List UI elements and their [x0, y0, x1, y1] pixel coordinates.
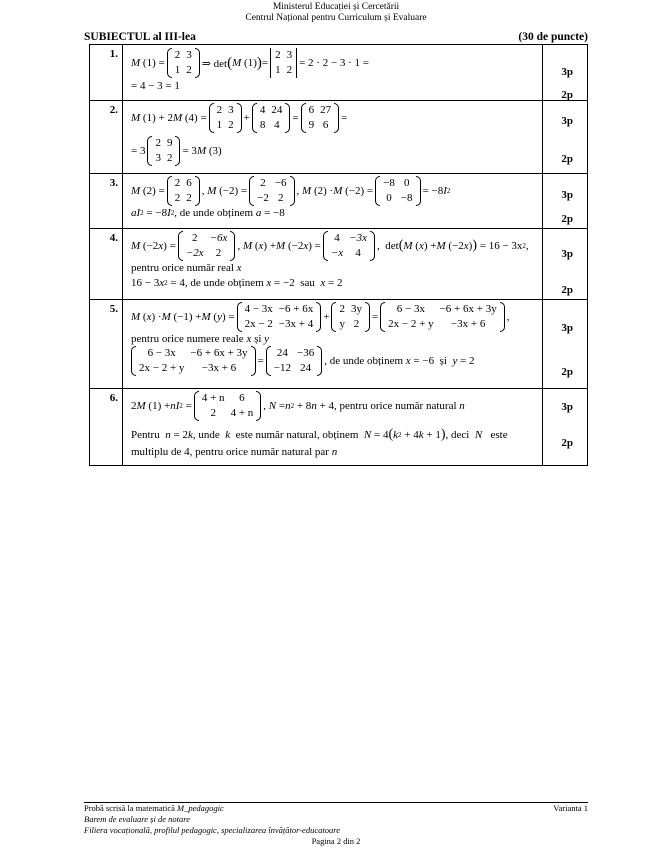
table-row	[90, 174, 588, 229]
item-number: 6.	[90, 389, 123, 466]
ministry-name: Ministerul Educației și Cercetării	[272, 2, 400, 12]
item-points: 3p 2p	[543, 389, 588, 466]
item-solution: M (1) = 2 3 1 2 ⇒ det ( M (1) ) = 2 3 1 2 = 2 · 2 − 3 · 1 = = 4 − 3 = 1	[123, 45, 543, 101]
item-number: 5.	[90, 300, 123, 389]
item-points: 3p 2p	[543, 300, 588, 389]
determinant: 2 3 1 2	[270, 48, 297, 78]
table-row	[90, 229, 588, 300]
subject-heading	[84, 31, 588, 43]
footer-variant: Varianta 1	[553, 803, 588, 813]
page-header	[0, 2, 672, 24]
item-number: 1.	[90, 45, 123, 101]
item-number: 3.	[90, 174, 123, 229]
page-number: Pagina 2 din 2	[311, 836, 361, 846]
footer-track: Filiera vocațională, profilul pedagogic, specializarea învățător-educatoare	[84, 825, 340, 835]
subject-points: (30 de puncte)	[518, 31, 588, 43]
item-solution: M (1) + 2 M (4) = 2 3 1 2 + 4 24 8 4 = 6 27 9 6 = = 3 2 9 3 2 = 3 M (3)	[123, 101, 543, 174]
center-name: Centrul Național pentru Curriculum și Evaluare	[245, 13, 427, 23]
item-solution: M (2) = 2 6 2 2 , M (−2) = 2 −6 −2 2 , M (2) · M (−2) = −8 0 0 −8 = −8 I 2 aI 2 = −8 I 2 , de unde obținem a = −8	[123, 174, 543, 229]
table-row	[90, 45, 588, 101]
footer-exam: Probă scrisă la matematică	[84, 803, 175, 813]
item-solution: M ( x ) · M (−1) + M ( y ) = 4 − 3x −6 + 6x 2x − 2 −3x + 4 + 2 3y y 2 = 6 − 3x −6 + 6x + 3y 2x − 2 + y −3x + 6 , pentru orice numere reale x și y 6 − 3x −6 + 6x + 3y 2x − 2 + y −3x + 6 = 24 −36 −12 24 , de unde obținem x = −6 și y = 2	[123, 300, 543, 389]
matrix: 2 3 1 2	[167, 48, 200, 78]
item-points: 3p 2p	[543, 174, 588, 229]
item-solution: 2 M (1) + nI 2 = 4 + n 6 2 4 + n , N = n 2 + 8 n + 4 , pentru orice număr natural n Pentru n = 2 k , unde k este număr natural, obținem N = 4 ( k 2 + 4 k + 1 ) , deci N este multiplu de 4 , pentru orice număr natural par n	[123, 389, 543, 466]
page-footer	[84, 802, 588, 847]
item-points: 3p 2p	[543, 45, 588, 101]
table-row	[90, 300, 588, 389]
footer-barem: Barem de evaluare și de notare	[84, 814, 190, 824]
table-row	[90, 101, 588, 174]
scoring-table	[89, 44, 588, 466]
item-number: 2.	[90, 101, 123, 174]
subject-title: SUBIECTUL al III-lea	[84, 31, 196, 43]
item-points: 3p 2p	[543, 229, 588, 300]
item-points: 3p 2p	[543, 101, 588, 174]
item-solution: M (−2 x ) = 2 −6x −2x 2 , M ( x ) + M (−2 x ) = 4 −3x −x 4 , det ( M ( x ) + M (−2 x ) ) = 16 − 3x 2 , pentru orice număr real x 16 − 3 x 2 = 4 , de unde obținem x = −2 sau x = 2	[123, 229, 543, 300]
table-row	[90, 389, 588, 466]
footer-exam-profile: M_pedagogic	[177, 803, 224, 813]
item-number: 4.	[90, 229, 123, 300]
